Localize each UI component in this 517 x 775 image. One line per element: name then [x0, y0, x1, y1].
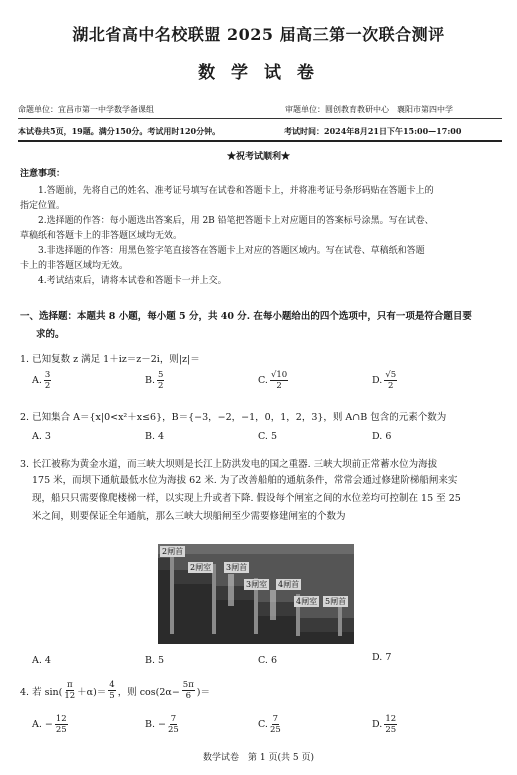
ship-lock-photo: [158, 544, 354, 644]
q2-option-b: B. 4: [145, 431, 165, 442]
numerator: 7: [272, 714, 279, 724]
q1-option-b: [145, 370, 164, 391]
notice-line: 指定位置。: [20, 201, 66, 211]
q4-option-d: [372, 714, 397, 735]
q4-text: ，则 cos(2α−: [117, 686, 180, 698]
fraction: [384, 714, 397, 735]
paper-info: 本试卷共5页，19题。满分150分。考试用时120分钟。: [18, 126, 221, 136]
subject-title: 数 学 试 卷: [198, 63, 319, 83]
fraction: [168, 714, 179, 735]
denominator: 6: [185, 691, 191, 701]
q1-option-d: [372, 370, 397, 391]
denominator: 2: [276, 381, 282, 391]
option-label: C.: [258, 719, 268, 730]
q4-text: 4. 若 sin(: [20, 686, 63, 698]
q4-option-b: [145, 714, 179, 735]
option-label: A. −: [32, 719, 53, 730]
q3-option-d: D. 7: [372, 652, 392, 663]
denominator: 25: [385, 725, 397, 735]
lock-label: 3闸首: [226, 563, 248, 572]
notice-line: 卡上的非答题区域均无效。: [20, 261, 129, 271]
numerator: 4: [109, 680, 115, 690]
numerator: √10: [270, 370, 288, 380]
ship-lock-illustration: [158, 544, 354, 644]
question-1-stem: 1. 已知复数 z 满足 1＋iz＝z－2i，则|z|＝: [20, 354, 200, 365]
denominator: 2: [44, 381, 51, 391]
option-label: A.: [32, 375, 42, 386]
lock-label: 5闸首: [325, 597, 347, 606]
q2-option-d: D. 6: [372, 431, 392, 442]
numerator: π: [66, 680, 73, 690]
q2-option-c: C. 5: [258, 431, 278, 442]
exam-time: 考试时间：2024年8月21日下午15:00—17:00: [284, 126, 462, 136]
lock-label: 4闸室: [296, 597, 318, 606]
option-label: B. −: [145, 719, 166, 730]
question-3-line: 175 米，而坝下通航最低水位为海拔 62 米. 为了改善船舶的通航条件，常常会通过修建阶梯船闸来实: [32, 475, 458, 486]
notice-line: 草稿纸和答题卡上的非答题区域均无效。: [20, 231, 183, 241]
question-3-line: 3. 长江被称为黄金水道，而三峡大坝则是长江上防洪发电的国之重器. 三峡大坝前正常蓄水位为海拔: [20, 459, 438, 470]
lock-label: 2闸首: [162, 547, 184, 556]
info-divider: [18, 140, 502, 142]
fraction: [157, 370, 164, 391]
question-3-line: 米之间，则要保证全年通航，那么三峡大坝船闸至少需要修建闸室的个数为: [32, 511, 346, 522]
q3-option-b: B. 5: [145, 655, 165, 666]
q3-option-c: C. 6: [258, 655, 278, 666]
lock-label: 3闸室: [246, 580, 268, 589]
notice-line: 4.考试结束后，请将本试卷和答题卡一并上交。: [38, 276, 227, 286]
section-heading: 一、选择题：本题共 8 小题，每小题 5 分，共 40 分. 在每小题给出的四个选项中，只有一项是符合题目要: [20, 311, 472, 322]
notice-heading: 注意事项：: [20, 169, 66, 179]
option-label: D.: [372, 719, 383, 730]
fraction: [384, 370, 397, 391]
q1-option-c: [258, 370, 288, 391]
header-divider: [18, 118, 502, 119]
denominator: 25: [269, 725, 281, 735]
q1-option-a: [32, 370, 51, 391]
q2-option-a: A. 3: [32, 431, 51, 442]
author-unit: 命题单位：宜昌市第一中学数学备课组: [18, 105, 154, 114]
option-label: D.: [372, 375, 383, 386]
fraction: [64, 680, 75, 701]
exam-title: 湖北省高中名校联盟 2025 届高三第一次联合测评: [72, 25, 445, 44]
numerator: 3: [44, 370, 51, 380]
fraction: [108, 680, 115, 701]
question-2-stem: 2. 已知集合 A＝{x|0<x²＋x≤6}，B＝{−3，−2，−1，0，1，2，3}，则 A∩B 包含的元素个数为: [20, 412, 447, 423]
denominator: 25: [167, 725, 179, 735]
q3-option-a: A. 4: [32, 655, 51, 666]
option-label: B.: [145, 375, 156, 386]
option-label: C.: [258, 375, 268, 386]
numerator: 7: [170, 714, 177, 724]
q4-option-c: [258, 714, 281, 735]
fraction: [55, 714, 68, 735]
page-footer: 数学试卷 第 1 页(共 5 页): [203, 753, 314, 763]
section-heading-cont: 求的。: [36, 329, 65, 340]
numerator: √5: [385, 370, 397, 380]
numerator: 5: [158, 370, 164, 380]
denominator: 5: [109, 691, 115, 701]
numerator: 5π: [182, 680, 194, 690]
denominator: 2: [388, 381, 394, 391]
wish-banner: ★祝考试顺利★: [226, 152, 290, 162]
q4-text: ＋α)＝: [77, 686, 107, 698]
fraction: [270, 370, 288, 391]
q4-text: )＝: [196, 686, 210, 698]
question-3-line: 现，船只只需要像爬楼梯一样，以实现上升或者下降. 假设每个闸室之间的水位差均可控制在 15 至 25: [32, 493, 461, 504]
fraction: [182, 680, 195, 701]
review-unit: 审题单位：圆创教育教研中心 襄阳市第四中学: [285, 105, 453, 114]
numerator: 12: [55, 714, 67, 724]
denominator: 2: [158, 381, 164, 391]
notice-line: 3.非选择题的作答：用黑色签字笔直接答在答题卡上对应的答题区域内。写在试卷、草稿纸和答题: [38, 246, 425, 256]
q4-option-a: [32, 714, 68, 735]
numerator: 12: [385, 714, 397, 724]
fraction: [270, 714, 281, 735]
lock-label: 4闸首: [278, 580, 300, 589]
notice-line: 1.答题前，先将自己的姓名、准考证号填写在试卷和答题卡上，并将准考证号条形码贴在答题卡上的: [38, 186, 434, 196]
lock-label: 2闸室: [190, 563, 212, 572]
question-4-stem: [20, 680, 210, 701]
denominator: 12: [64, 691, 76, 701]
notice-line: 2.选择题的作答：每小题选出答案后，用 2B 铅笔把答题卡上对应题目的答案标号涂黑。写在试卷、: [38, 216, 434, 226]
denominator: 25: [55, 725, 67, 735]
fraction: [44, 370, 51, 391]
